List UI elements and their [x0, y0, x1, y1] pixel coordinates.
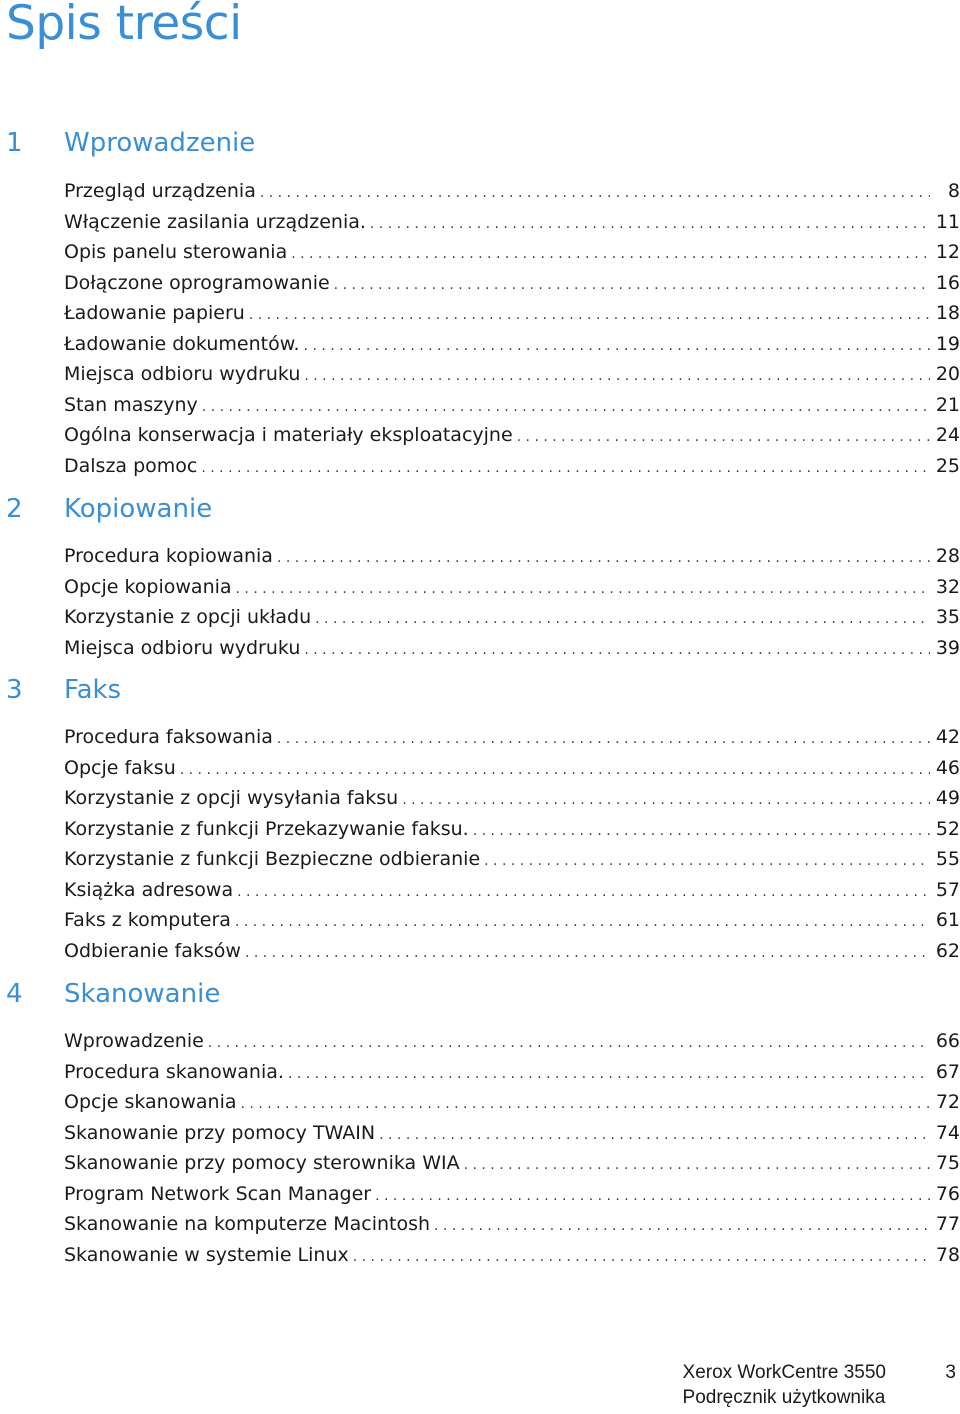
- toc-entry-label: Opcje skanowania: [64, 1091, 237, 1113]
- chapter-3: [0, 673, 960, 962]
- dot-leader: [260, 178, 930, 209]
- toc-entry-page: 74: [935, 1121, 960, 1144]
- toc-entry[interactable]: [64, 602, 960, 633]
- toc-entry-label: Odbieranie faksów: [64, 939, 241, 962]
- toc-entry-page: 76: [935, 1182, 960, 1205]
- footer-product-info: [683, 1360, 886, 1410]
- toc-entry-label: Stan maszyny: [64, 393, 198, 416]
- toc-entry[interactable]: [64, 176, 960, 207]
- toc-entry[interactable]: [64, 722, 960, 753]
- dot-leader: [473, 816, 930, 847]
- toc-entry-label: Ogólna konserwacja i materiały eksploatacyjne: [64, 424, 513, 446]
- toc-entry-page: 52: [935, 817, 960, 840]
- toc-entry[interactable]: [64, 1087, 960, 1118]
- dot-leader: [180, 755, 930, 786]
- toc-entry-page: 11: [935, 210, 960, 233]
- dot-leader: [241, 1089, 930, 1120]
- dot-leader: [517, 422, 930, 453]
- toc-entry[interactable]: [64, 633, 960, 664]
- toc-entry-label: Dalsza pomoc: [64, 454, 198, 477]
- toc-entry[interactable]: [64, 844, 960, 875]
- toc-entry[interactable]: [64, 268, 960, 299]
- toc-entry-page: 66: [935, 1030, 960, 1052]
- dot-leader: [304, 635, 929, 666]
- dot-leader: [434, 1211, 930, 1242]
- toc-entry[interactable]: [64, 237, 960, 268]
- toc-entry[interactable]: [64, 1209, 960, 1240]
- chapter-title: Wprowadzenie: [64, 128, 256, 158]
- toc-entry-page: 55: [935, 848, 960, 870]
- toc-entry-page: 42: [935, 726, 960, 748]
- toc-entry-page: 61: [935, 909, 960, 931]
- dot-leader: [236, 574, 930, 605]
- toc-entry[interactable]: [64, 905, 960, 936]
- dot-leader: [334, 270, 930, 301]
- toc-entry-page: 62: [935, 939, 960, 962]
- dot-leader: [402, 785, 930, 816]
- toc-entry-label: Miejsca odbioru wydruku: [64, 363, 301, 385]
- toc-entry-list: [64, 176, 960, 481]
- dot-leader: [304, 361, 929, 392]
- toc-entry[interactable]: [64, 814, 960, 845]
- toc-entry-label: Skanowanie przy pomocy TWAIN: [64, 1121, 376, 1144]
- toc-entry-page: 77: [935, 1213, 960, 1235]
- toc-entry-list: [64, 1026, 960, 1270]
- chapter-title: Faks: [64, 675, 122, 705]
- toc-entry-label: Włączenie zasilania urządzenia.: [64, 210, 366, 233]
- toc-entry-label: Faks z komputera: [64, 909, 231, 931]
- toc-entry[interactable]: [64, 572, 960, 603]
- toc-entry[interactable]: [64, 420, 960, 451]
- toc-entry-page: 57: [935, 878, 960, 901]
- toc-entry-page: 16: [935, 271, 960, 294]
- toc-entry-label: Miejsca odbioru wydruku: [64, 636, 301, 659]
- chapter-number: 2: [6, 494, 23, 524]
- toc-entry-label: Procedura faksowania: [64, 726, 273, 748]
- toc-entry-label: Skanowanie na komputerze Macintosh: [64, 1213, 431, 1235]
- toc-entry-page: 32: [935, 575, 960, 598]
- toc-entry[interactable]: [64, 1118, 960, 1149]
- toc-entry-page: 19: [935, 332, 960, 355]
- toc-entry-page: 46: [935, 756, 960, 779]
- toc-entry-label: Procedura kopiowania: [64, 545, 273, 567]
- dot-leader: [201, 453, 929, 484]
- toc-entry-page: 49: [935, 787, 960, 809]
- toc-entry-label: Opcje faksu: [64, 756, 176, 779]
- chapter-heading[interactable]: [0, 126, 960, 166]
- footer-product-name: Xerox WorkCentre 3550: [682, 1362, 886, 1383]
- dot-leader: [464, 1150, 930, 1181]
- toc-entry-label: Procedura skanowania.: [64, 1060, 284, 1083]
- toc-entry-label: Przegląd urządzenia: [64, 180, 256, 202]
- dot-leader: [315, 604, 930, 635]
- dot-leader: [375, 1181, 930, 1212]
- chapter-number: 1: [6, 128, 23, 158]
- toc-entry-label: Wprowadzenie: [64, 1030, 204, 1052]
- dot-leader: [237, 877, 930, 908]
- chapter-title: Skanowanie: [64, 979, 221, 1009]
- toc-entry-label: Program Network Scan Manager: [64, 1182, 372, 1205]
- toc-entry[interactable]: [64, 390, 960, 421]
- chapter-1: [0, 126, 960, 477]
- toc-entry-page: 78: [935, 1243, 960, 1266]
- toc-entry-label: Opcje kopiowania: [64, 575, 232, 598]
- toc-entry-label: Opis panelu sterowania: [64, 241, 288, 263]
- page-title: Spis treści: [6, 0, 242, 51]
- toc-entry[interactable]: [64, 1240, 960, 1271]
- toc-entry[interactable]: [64, 1026, 960, 1057]
- dot-leader: [379, 1120, 930, 1151]
- toc-entry-label: Dołączone oprogramowanie: [64, 271, 330, 294]
- toc-entry-page: 28: [935, 545, 960, 567]
- toc-entry[interactable]: [64, 753, 960, 784]
- toc-entry[interactable]: [64, 1179, 960, 1210]
- toc-entry-list: [64, 541, 960, 663]
- toc-entry-label: Korzystanie z opcji wysyłania faksu: [64, 787, 399, 809]
- toc-entry-page: 67: [935, 1060, 960, 1083]
- toc-entry-page: 18: [935, 302, 960, 324]
- toc-entry-label: Ładowanie papieru: [64, 302, 245, 324]
- chapter-4: [0, 977, 960, 1266]
- footer-manual-name: Podręcznik użytkownika: [682, 1387, 886, 1408]
- toc-entry[interactable]: [64, 875, 960, 906]
- dot-leader: [235, 907, 930, 938]
- chapter-heading[interactable]: [0, 977, 960, 1017]
- toc-entry-page: 21: [935, 393, 960, 416]
- dot-leader: [291, 239, 930, 270]
- toc-entry[interactable]: [64, 936, 960, 967]
- toc-entry[interactable]: [64, 1057, 960, 1088]
- chapter-title: Kopiowanie: [64, 494, 213, 524]
- dot-leader: [245, 938, 930, 969]
- dot-leader: [249, 300, 930, 331]
- chapter-number: 4: [6, 979, 23, 1009]
- toc-entry[interactable]: [64, 1148, 960, 1179]
- dot-leader: [202, 392, 930, 423]
- toc-entry-page: 20: [935, 363, 960, 385]
- toc-entry-label: Korzystanie z opcji układu: [64, 606, 312, 628]
- toc-entry[interactable]: [64, 298, 960, 329]
- dot-leader: [370, 209, 930, 240]
- toc-entry-label: Ładowanie dokumentów.: [64, 332, 300, 355]
- toc-entry-page: 25: [935, 454, 960, 477]
- dot-leader: [484, 846, 930, 877]
- toc-entry[interactable]: [64, 451, 960, 482]
- toc-entry[interactable]: [64, 783, 960, 814]
- toc-entry-page: 8: [947, 180, 960, 202]
- dot-leader: [208, 1028, 930, 1059]
- toc-entry[interactable]: [64, 207, 960, 238]
- toc-entry-page: 35: [935, 606, 960, 628]
- chapter-heading[interactable]: [0, 673, 960, 713]
- dot-leader: [304, 331, 930, 362]
- dot-leader: [277, 543, 930, 574]
- toc-entry-label: Skanowanie w systemie Linux: [64, 1243, 349, 1266]
- toc-entry-page: 72: [935, 1091, 960, 1113]
- toc-entry[interactable]: [64, 359, 960, 390]
- chapter-heading[interactable]: [0, 492, 960, 532]
- toc-entry[interactable]: [64, 329, 960, 360]
- chapter-number: 3: [6, 675, 23, 705]
- toc-entry-page: 75: [935, 1152, 960, 1174]
- toc-entry-label: Książka adresowa: [64, 878, 234, 901]
- toc-entry-page: 12: [935, 241, 960, 263]
- toc-entry-page: 24: [935, 424, 960, 446]
- dot-leader: [353, 1242, 930, 1273]
- toc-entry-page: 39: [935, 636, 960, 659]
- dot-leader: [277, 724, 930, 755]
- toc-entry-label: Skanowanie przy pomocy sterownika WIA: [64, 1152, 460, 1174]
- toc-entry-list: [64, 722, 960, 966]
- toc-entry-label: Korzystanie z funkcji Bezpieczne odbieranie: [64, 848, 481, 870]
- toc-entry[interactable]: [64, 541, 960, 572]
- chapter-2: [0, 492, 960, 659]
- toc-entry-label: Korzystanie z funkcji Przekazywanie faksu.: [64, 817, 469, 840]
- dot-leader: [288, 1059, 930, 1090]
- footer-page-number: 3: [945, 1362, 956, 1383]
